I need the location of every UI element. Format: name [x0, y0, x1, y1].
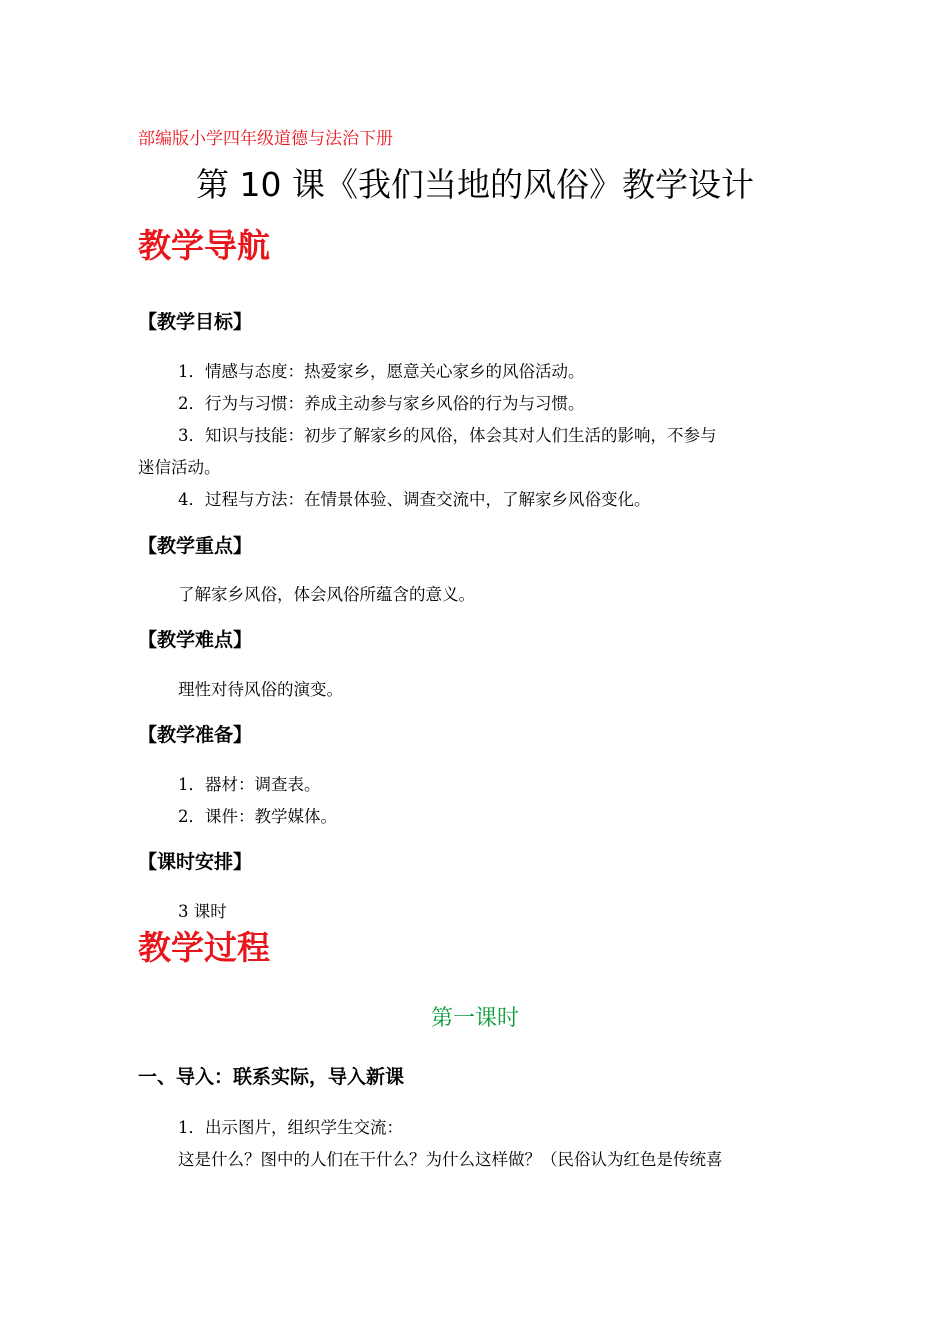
teaching-process-heading: 教学过程	[138, 928, 270, 967]
teaching-navigation-heading: 教学导航	[138, 226, 270, 265]
lesson-one-title: 第一课时	[430, 1006, 519, 1031]
key-points-heading: 【教学重点】	[138, 535, 253, 557]
goal-item-1: 1．情感与态度：热爱家乡，愿意关心家乡的风俗活动。	[178, 362, 585, 381]
preparation-item-2: 2．课件：教学媒体。	[178, 807, 337, 826]
goal-item-4: 4．过程与方法：在情景体验、调查交流中，了解家乡风俗变化。	[178, 490, 651, 509]
preparation-heading: 【教学准备】	[138, 724, 253, 746]
section-one-line-1: 1．出示图片，组织学生交流：	[178, 1118, 403, 1137]
goal-item-3: 3．知识与技能：初步了解家乡的风俗，体会其对人们生活的影响，不参与	[178, 426, 717, 445]
schedule-text: 3 课时	[178, 902, 227, 921]
section-one-heading: 一、导入：联系实际，导入新课	[138, 1066, 405, 1088]
difficulties-heading: 【教学难点】	[138, 629, 253, 651]
document-subtitle: 部编版小学四年级道德与法治下册	[138, 129, 393, 149]
teaching-goals-heading: 【教学目标】	[138, 311, 253, 333]
preparation-item-1: 1．器材：调查表。	[178, 775, 321, 794]
goal-item-3-continued: 迷信活动。	[138, 458, 221, 477]
goal-item-2: 2．行为与习惯：养成主动参与家乡风俗的行为与习惯。	[178, 394, 585, 413]
schedule-heading: 【课时安排】	[138, 851, 253, 873]
key-points-text: 了解家乡风俗，体会风俗所蕴含的意义。	[178, 585, 475, 604]
difficulties-text: 理性对待风俗的演变。	[178, 680, 343, 699]
document-title: 第 10 课《我们当地的风俗》教学设计	[196, 165, 754, 204]
section-one-line-2: 这是什么？图中的人们在干什么？为什么这样做？（民俗认为红色是传统喜	[178, 1150, 723, 1169]
